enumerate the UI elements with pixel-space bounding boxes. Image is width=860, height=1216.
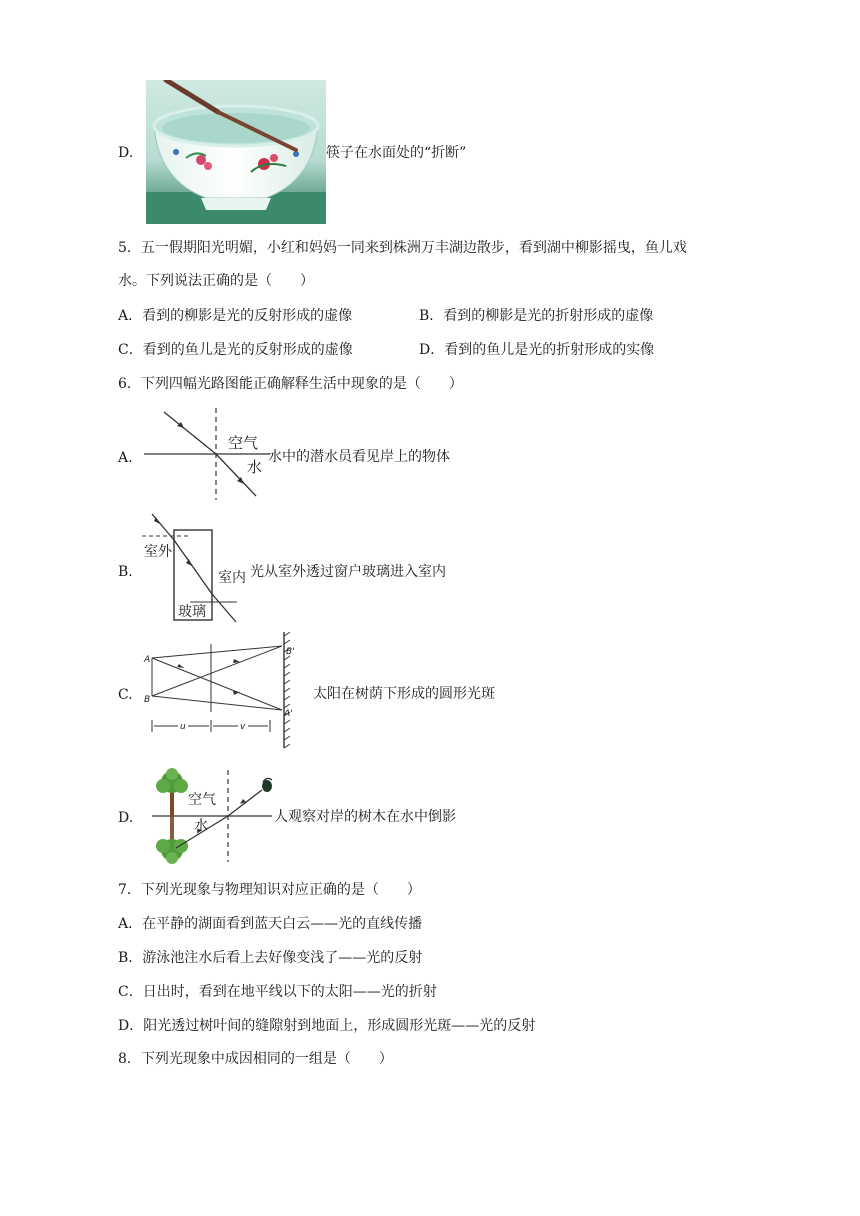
fig-indoor-label: 室内 — [218, 570, 246, 586]
fig-water-label: 水 — [247, 458, 263, 476]
fig-point-b-prime: B' — [286, 647, 295, 657]
q6-option-c-caption: 太阳在树荫下形成的圆形光斑 — [313, 686, 495, 702]
fig-v-label: v — [240, 722, 246, 732]
q4-option-d-caption: 筷子在水面处的“折断” — [326, 145, 467, 161]
q8-stem: 8．下列光现象中成因相同的一组是（ ） — [118, 1051, 393, 1067]
q5-stem-line2: 水。下列说法正确的是（ ） — [118, 273, 314, 289]
fig-water-label: 水 — [194, 818, 208, 834]
q5-option-c: C．看到的鱼儿是光的反射形成的虚像 — [118, 342, 353, 358]
q7-stem: 7．下列光现象与物理知识对应正确的是（ ） — [118, 882, 421, 898]
q5-option-a: A．看到的柳影是光的反射形成的虚像 — [118, 308, 353, 324]
eye-icon — [262, 778, 272, 792]
q6-option-c-label: C. — [118, 687, 133, 703]
fig-air-label: 空气 — [228, 434, 259, 452]
q7-option-a: A．在平静的湖面看到蓝天白云——光的直线传播 — [118, 916, 423, 932]
q5-option-b: B．看到的柳影是光的折射形成的虚像 — [419, 308, 654, 324]
q5-stem-line1: 5．五一假期阳光明媚，小红和妈妈一同来到株洲万丰湖边散步，看到湖中柳影摇曳，鱼儿戏 — [118, 240, 687, 256]
fig-point-b: B — [144, 695, 151, 705]
q6-b-diagram — [142, 512, 252, 624]
fig-point-a-prime: A' — [284, 709, 293, 719]
q6-d-diagram — [146, 766, 276, 866]
q6-a-diagram — [144, 408, 270, 500]
q6-option-d-caption: 人观察对岸的树木在水中倒影 — [274, 809, 456, 825]
q4-option-d-label: D. — [118, 145, 134, 161]
q6-stem: 6．下列四幅光路图能正确解释生活中现象的是（ ） — [118, 376, 463, 392]
q6-option-a-caption: 水中的潜水员看见岸上的物体 — [268, 449, 450, 465]
q6-c-diagram — [140, 632, 300, 752]
fig-point-a: A — [144, 655, 151, 665]
fig-glass-label: 玻璃 — [178, 604, 206, 620]
q5-option-d: D．看到的鱼儿是光的折射形成的实像 — [419, 342, 655, 358]
q6-option-a-label: A. — [118, 450, 133, 466]
q6-option-d-label: D. — [118, 810, 134, 826]
fig-outdoor-label: 室外 — [144, 544, 172, 560]
bowl-chopstick-photo — [146, 80, 326, 224]
fig-air-label: 空气 — [188, 792, 216, 808]
q7-option-c: C．日出时，看到在地平线以下的太阳——光的折射 — [118, 984, 437, 1000]
q7-option-b: B．游泳池注水后看上去好像变浅了——光的反射 — [118, 950, 423, 966]
q6-option-b-caption: 光从室外透过窗户玻璃进入室内 — [250, 564, 446, 580]
q6-option-b-label: B. — [118, 564, 133, 580]
q7-option-d: D．阳光透过树叶间的缝隙射到地面上，形成圆形光斑——光的反射 — [118, 1018, 536, 1034]
fig-u-label: u — [180, 722, 186, 732]
